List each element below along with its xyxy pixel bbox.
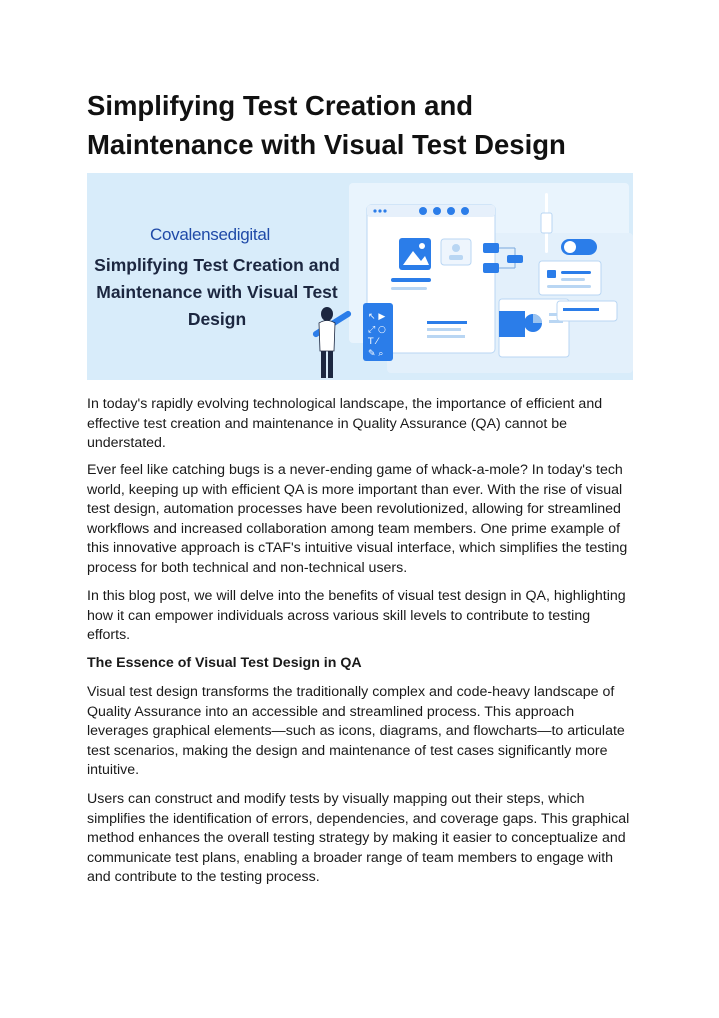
svg-text:⤢ ○: ⤢ ○: [368, 325, 386, 335]
svg-text:↖ ▶: ↖ ▶: [368, 312, 386, 322]
paragraph-blog-overview: In this blog post, we will delve into the benefits of visual test design in QA, highlighting how it can empower individuals across various skill levels to contribute to testing efforts.: [87, 588, 626, 644]
brand-logo: Covalensedigital: [150, 225, 270, 244]
hero-banner: [87, 173, 633, 380]
paragraph-essence: Visual test design transforms the traditionally complex and code-heavy landscape of Quality Assurance into an accessible and streamlined process. This approach leverages graphical elements—such as icons, diagrams, and flowcharts—to articulate test scenarios, making the design and maintenance of test cases significantly more intuitive.: [87, 684, 625, 779]
banner-title: Simplifying Test Creation and Maintenance with Visual Test Design: [94, 255, 340, 329]
paragraph-mapping: Users can construct and modify tests by visually mapping out their steps, which simplifies the identification of errors, dependencies, and coverage gaps. This graphical method enhances the overall testing strategy by making it easier to conceptualize and communicate test plans, enabling a broader range of team members to engage with and contribute to the testing process.: [87, 791, 630, 886]
section-heading: The Essence of Visual Test Design in QA: [87, 655, 362, 671]
page-title: Simplifying Test Creation and Maintenance with Visual Test Design: [87, 90, 566, 160]
paragraph-whack-a-mole: Ever feel like catching bugs is a never-ending game of whack-a-mole? In today's tech world, keeping up with efficient QA is more important than ever. With the rise of visual test design, automation processes have been revolutionized, allowing for streamlined workflows and increased collaboration among team members. One prime example of this innovative approach is cTAF's intuitive visual interface, which simplifies the testing process for both technical and non-technical users.: [87, 462, 628, 576]
paragraph-intro: In today's rapidly evolving technological landscape, the importance of efficient and effective test creation and maintenance in Quality Assurance (QA) cannot be understated.: [87, 396, 603, 452]
svg-text:✎ ⌕: ✎ ⌕: [368, 349, 384, 359]
lock-icon: [547, 270, 556, 278]
svg-text:T ⁄: T ⁄: [368, 337, 378, 347]
